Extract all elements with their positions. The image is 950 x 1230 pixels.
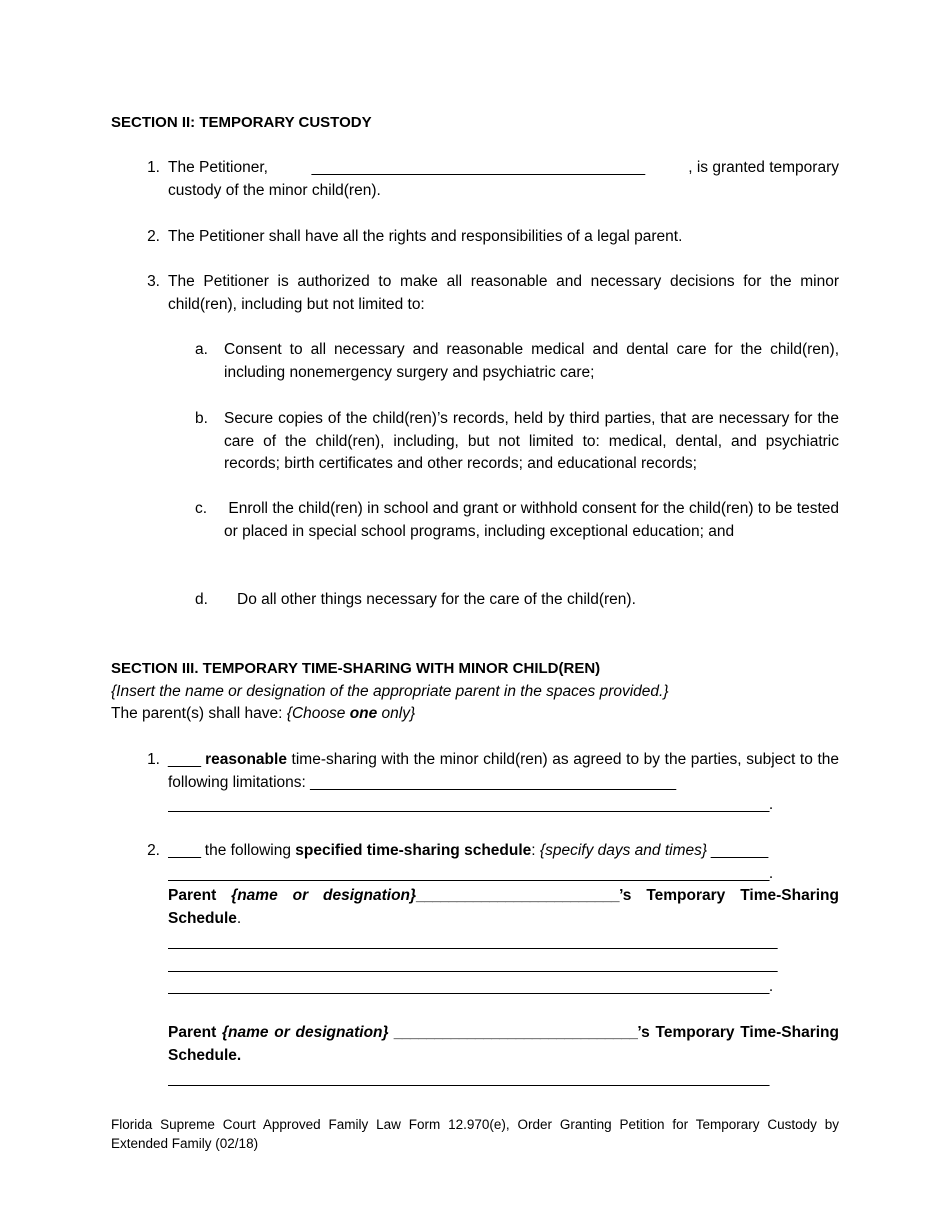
- item-text: custody of the minor child(ren).: [168, 181, 381, 199]
- list-item: The Petitioner is authorized to make all reasonable and necessary decisions for the minor child(ren), including but not limited to:: [168, 273, 839, 313]
- subitem-letter: b.: [195, 410, 208, 427]
- section-3-heading: SECTION III. TEMPORARY TIME-SHARING WITH MINOR CHILD(REN): [111, 660, 601, 677]
- parent-name-blank: ______________________________: [388, 1024, 638, 1041]
- choose-text: The parent(s) shall have: {Choose one only}: [111, 705, 416, 722]
- list-item: Enroll the child(ren) in school and grant or withhold consent for the child(ren) to be tested or placed in special school programs, including exceptional education; and: [224, 500, 848, 540]
- parent-schedule-label: Parent {name or designation}_________________________’s Temporary Time-Sharing Schedule.: [168, 887, 839, 927]
- schedule-blank: __________________________________________________________________________.: [168, 864, 773, 882]
- list-item: ____ reasonable time-sharing with the minor child(ren) as agreed to by the parties, subject to the following limitations: _____________________________________________ __________________________________________________________________________.: [168, 749, 839, 817]
- list-item: ____ the following specified time-sharing schedule: {specify days and times} _______ __________________________________________________________________________. Parent {name or designation}_________________________’s Temporary Time-Sharing Schedule.: [168, 840, 839, 930]
- item-number: 2.: [147, 842, 160, 859]
- item-number: 1.: [147, 159, 160, 176]
- parent-name-blank: _________________________: [416, 887, 620, 904]
- item-number: 1.: [147, 751, 160, 768]
- choice-blank: ____: [168, 842, 201, 859]
- schedule-blank: __________________________________________________________________________.: [168, 978, 773, 995]
- item-text: , is granted temporary: [688, 159, 839, 176]
- instruction-text: {Insert the name or designation of the appropriate parent in the spaces provided.}: [111, 683, 669, 700]
- subitem-letter: a.: [195, 341, 208, 358]
- item-number: 3.: [147, 273, 160, 290]
- subitem-letter: c.: [195, 500, 208, 517]
- petitioner-name-blank: _________________________________________: [311, 159, 645, 176]
- limitations-blank: _____________________________________________: [310, 773, 676, 791]
- form-footer: Florida Supreme Court Approved Family Law Form 12.970(e), Order Granting Petition for Temporary Custody by Extended Family (02/18): [111, 1117, 839, 1151]
- list-item: Secure copies of the child(ren)’s records, held by third parties, that are necessary for the care of the child(ren), including, but not limited to: medical, dental, and psychiatric records; birth certificates and other records; and educational records;: [224, 410, 839, 472]
- list-item: Do all other things necessary for the care of the child(ren).: [237, 591, 636, 608]
- item-text: The Petitioner,: [168, 159, 268, 176]
- section-2-heading: SECTION II: TEMPORARY CUSTODY: [111, 114, 372, 131]
- schedule-blank: ___________________________________________________________________________: [168, 955, 778, 973]
- schedule-lines: [168, 931, 839, 999]
- item-number: 2.: [147, 228, 160, 245]
- list-item: The Petitioner shall have all the rights and responsibilities of a legal parent.: [168, 228, 683, 245]
- list-item: [168, 157, 839, 202]
- limitations-blank: __________________________________________________________________________.: [168, 796, 773, 813]
- list-item: Consent to all necessary and reasonable medical and dental care for the child(ren), including nonemergency surgery and psychiatric care;: [224, 341, 839, 381]
- choice-blank: ____: [168, 751, 201, 768]
- parent-schedule-label: Parent {name or designation} ______________________________’s Temporary Time-Sharing Schedule.: [168, 1024, 844, 1064]
- schedule-blank: ___________________________________________________________________________: [168, 933, 778, 950]
- schedule-blank: __________________________________________________________________________: [168, 1070, 769, 1087]
- subitem-letter: d.: [195, 591, 208, 608]
